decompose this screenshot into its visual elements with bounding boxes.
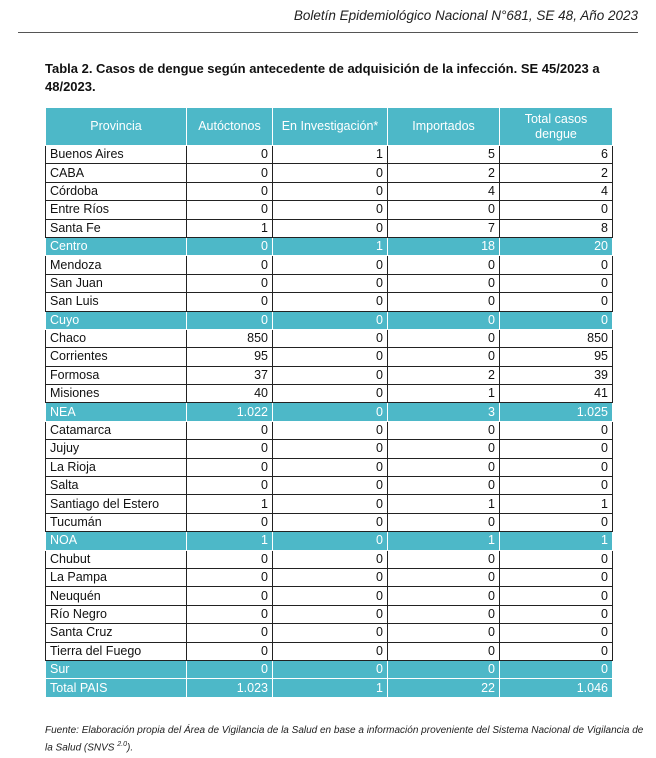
- table-row: [46, 274, 613, 292]
- cell-importados: 0: [388, 660, 500, 678]
- cell-total: 39: [500, 366, 613, 384]
- cell-autoctonos: 0: [187, 568, 273, 586]
- table-row: [46, 477, 613, 495]
- cell-total: 1.046: [500, 679, 613, 697]
- cell-autoctonos: 0: [187, 513, 273, 531]
- region-subtotal-row: [46, 311, 613, 329]
- cell-investigacion: 0: [273, 421, 388, 439]
- cell-total: 0: [500, 513, 613, 531]
- table-row: [46, 146, 613, 164]
- cell-provincia: San Luis: [46, 293, 187, 311]
- cell-provincia: Córdoba: [46, 182, 187, 200]
- cell-importados: 2: [388, 164, 500, 182]
- cell-total: 0: [500, 568, 613, 586]
- cell-importados: 0: [388, 624, 500, 642]
- cell-provincia: Cuyo: [46, 311, 187, 329]
- cell-autoctonos: 1: [187, 219, 273, 237]
- cell-autoctonos: 0: [187, 550, 273, 568]
- cell-importados: 3: [388, 403, 500, 421]
- cell-autoctonos: 0: [187, 421, 273, 439]
- cell-total: 0: [500, 293, 613, 311]
- cell-autoctonos: 0: [187, 164, 273, 182]
- table-row: [46, 219, 613, 237]
- table-row: [46, 550, 613, 568]
- cell-autoctonos: 0: [187, 660, 273, 678]
- cell-total: 8: [500, 219, 613, 237]
- cell-investigacion: 0: [273, 624, 388, 642]
- cell-investigacion: 0: [273, 587, 388, 605]
- cell-provincia: Chubut: [46, 550, 187, 568]
- cell-investigacion: 0: [273, 458, 388, 476]
- source-footnote: [45, 724, 645, 755]
- table-row: [46, 329, 613, 347]
- dengue-cases-table: [45, 107, 613, 698]
- footnote-superscript: 2.0: [117, 741, 127, 748]
- cell-autoctonos: 95: [187, 348, 273, 366]
- cell-investigacion: 0: [273, 201, 388, 219]
- cell-importados: 0: [388, 605, 500, 623]
- footnote-end: ).: [127, 742, 134, 754]
- cell-provincia: Chaco: [46, 329, 187, 347]
- cell-total: 1.025: [500, 403, 613, 421]
- cell-total: 0: [500, 477, 613, 495]
- cell-investigacion: 1: [273, 679, 388, 697]
- cell-importados: 0: [388, 568, 500, 586]
- cell-provincia: San Juan: [46, 274, 187, 292]
- cell-autoctonos: 1.022: [187, 403, 273, 421]
- table-row: [46, 201, 613, 219]
- bulletin-header: Boletín Epidemiológico Nacional N°681, SE 48, Año 2023: [293, 8, 638, 23]
- cell-provincia: La Rioja: [46, 458, 187, 476]
- cell-total: 0: [500, 274, 613, 292]
- cell-importados: 0: [388, 421, 500, 439]
- cell-autoctonos: 0: [187, 201, 273, 219]
- region-subtotal-row: [46, 679, 613, 697]
- table-row: [46, 605, 613, 623]
- cell-provincia: CABA: [46, 164, 187, 182]
- cell-provincia: La Pampa: [46, 568, 187, 586]
- cell-total: 0: [500, 660, 613, 678]
- cell-autoctonos: 0: [187, 587, 273, 605]
- cell-importados: 5: [388, 146, 500, 164]
- column-header-total: Total casos dengue: [500, 108, 613, 146]
- table-row: [46, 642, 613, 660]
- cell-total: 0: [500, 201, 613, 219]
- table-header-row: [46, 108, 613, 146]
- cell-total: 2: [500, 164, 613, 182]
- cell-importados: 1: [388, 532, 500, 550]
- table-row: [46, 458, 613, 476]
- cell-autoctonos: 0: [187, 293, 273, 311]
- cell-autoctonos: 1.023: [187, 679, 273, 697]
- cell-autoctonos: 0: [187, 440, 273, 458]
- cell-provincia: Mendoza: [46, 256, 187, 274]
- cell-investigacion: 0: [273, 293, 388, 311]
- cell-autoctonos: 1: [187, 532, 273, 550]
- cell-importados: 1: [388, 385, 500, 403]
- cell-total: 0: [500, 421, 613, 439]
- cell-provincia: Santiago del Estero: [46, 495, 187, 513]
- cell-provincia: Neuquén: [46, 587, 187, 605]
- cell-investigacion: 0: [273, 513, 388, 531]
- cell-importados: 2: [388, 366, 500, 384]
- cell-provincia: Sur: [46, 660, 187, 678]
- cell-importados: 0: [388, 587, 500, 605]
- cell-investigacion: 0: [273, 311, 388, 329]
- table-row: [46, 624, 613, 642]
- cell-investigacion: 0: [273, 348, 388, 366]
- cell-importados: 18: [388, 237, 500, 255]
- cell-total: 0: [500, 587, 613, 605]
- cell-investigacion: 0: [273, 568, 388, 586]
- cell-importados: 0: [388, 550, 500, 568]
- column-header-importados: Importados: [388, 108, 500, 146]
- table-title: Tabla 2. Casos de dengue según antecedente de adquisición de la infección. SE 45/2023 a 48/2023.: [45, 61, 600, 94]
- cell-total: 0: [500, 642, 613, 660]
- column-header-provincia: Provincia: [46, 108, 187, 146]
- cell-provincia: NOA: [46, 532, 187, 550]
- table-body: [46, 146, 613, 698]
- cell-total: 1: [500, 532, 613, 550]
- cell-total: 0: [500, 256, 613, 274]
- cell-importados: 0: [388, 642, 500, 660]
- table-row: [46, 495, 613, 513]
- cell-investigacion: 0: [273, 164, 388, 182]
- cell-importados: 0: [388, 293, 500, 311]
- cell-provincia: Formosa: [46, 366, 187, 384]
- region-subtotal-row: [46, 660, 613, 678]
- cell-investigacion: 0: [273, 660, 388, 678]
- cell-autoctonos: 850: [187, 329, 273, 347]
- cell-importados: 22: [388, 679, 500, 697]
- cell-importados: 0: [388, 274, 500, 292]
- region-subtotal-row: [46, 237, 613, 255]
- header-divider: [18, 32, 638, 33]
- column-header-investigacion: En Investigación*: [273, 108, 388, 146]
- cell-investigacion: 0: [273, 440, 388, 458]
- cell-autoctonos: 0: [187, 274, 273, 292]
- cell-importados: 0: [388, 458, 500, 476]
- cell-total: 20: [500, 237, 613, 255]
- table-row: [46, 293, 613, 311]
- table-row: [46, 513, 613, 531]
- cell-provincia: Río Negro: [46, 605, 187, 623]
- cell-provincia: Tucumán: [46, 513, 187, 531]
- cell-importados: 0: [388, 329, 500, 347]
- cell-total: 0: [500, 458, 613, 476]
- cell-provincia: Salta: [46, 477, 187, 495]
- cell-autoctonos: 0: [187, 182, 273, 200]
- cell-investigacion: 1: [273, 237, 388, 255]
- cell-investigacion: 0: [273, 403, 388, 421]
- table-row: [46, 440, 613, 458]
- cell-provincia: Santa Cruz: [46, 624, 187, 642]
- cell-autoctonos: 0: [187, 311, 273, 329]
- cell-investigacion: 0: [273, 256, 388, 274]
- cell-importados: 0: [388, 256, 500, 274]
- table-row: [46, 366, 613, 384]
- cell-total: 850: [500, 329, 613, 347]
- cell-investigacion: 1: [273, 146, 388, 164]
- cell-total: 0: [500, 605, 613, 623]
- cell-importados: 0: [388, 513, 500, 531]
- cell-autoctonos: 0: [187, 605, 273, 623]
- table-row: [46, 568, 613, 586]
- table-row: [46, 421, 613, 439]
- cell-investigacion: 0: [273, 605, 388, 623]
- cell-importados: 1: [388, 495, 500, 513]
- cell-total: 41: [500, 385, 613, 403]
- table-row: [46, 164, 613, 182]
- cell-total: 4: [500, 182, 613, 200]
- column-header-autoctonos: Autóctonos: [187, 108, 273, 146]
- cell-investigacion: 0: [273, 495, 388, 513]
- cell-investigacion: 0: [273, 642, 388, 660]
- cell-autoctonos: 0: [187, 237, 273, 255]
- cell-provincia: Santa Fe: [46, 219, 187, 237]
- cell-importados: 0: [388, 201, 500, 219]
- cell-importados: 0: [388, 348, 500, 366]
- cell-provincia: Total PAIS: [46, 679, 187, 697]
- cell-investigacion: 0: [273, 385, 388, 403]
- cell-total: 0: [500, 624, 613, 642]
- cell-investigacion: 0: [273, 366, 388, 384]
- cell-investigacion: 0: [273, 329, 388, 347]
- region-subtotal-row: [46, 403, 613, 421]
- cell-investigacion: 0: [273, 219, 388, 237]
- cell-autoctonos: 0: [187, 642, 273, 660]
- region-subtotal-row: [46, 532, 613, 550]
- cell-provincia: Buenos Aires: [46, 146, 187, 164]
- cell-provincia: Tierra del Fuego: [46, 642, 187, 660]
- cell-autoctonos: 0: [187, 256, 273, 274]
- cell-provincia: Entre Ríos: [46, 201, 187, 219]
- cell-total: 0: [500, 440, 613, 458]
- cell-importados: 0: [388, 477, 500, 495]
- table-row: [46, 256, 613, 274]
- cell-autoctonos: 0: [187, 624, 273, 642]
- cell-total: 95: [500, 348, 613, 366]
- cell-investigacion: 0: [273, 550, 388, 568]
- cell-autoctonos: 0: [187, 146, 273, 164]
- cell-total: 6: [500, 146, 613, 164]
- cell-total: 0: [500, 311, 613, 329]
- table-row: [46, 348, 613, 366]
- table-row: [46, 385, 613, 403]
- cell-total: 0: [500, 550, 613, 568]
- table-row: [46, 587, 613, 605]
- cell-total: 1: [500, 495, 613, 513]
- cell-investigacion: 0: [273, 274, 388, 292]
- cell-provincia: Catamarca: [46, 421, 187, 439]
- cell-investigacion: 0: [273, 182, 388, 200]
- cell-investigacion: 0: [273, 477, 388, 495]
- cell-provincia: NEA: [46, 403, 187, 421]
- cell-autoctonos: 1: [187, 495, 273, 513]
- cell-importados: 4: [388, 182, 500, 200]
- cell-autoctonos: 40: [187, 385, 273, 403]
- cell-autoctonos: 37: [187, 366, 273, 384]
- cell-autoctonos: 0: [187, 477, 273, 495]
- cell-provincia: Centro: [46, 237, 187, 255]
- footnote-text: Fuente: Elaboración propia del Área de Vigilancia de la Salud en base a información proveniente del Sistema Nacional de Vigilancia de la Salud (SNVS: [45, 725, 644, 754]
- cell-provincia: Misiones: [46, 385, 187, 403]
- cell-investigacion: 0: [273, 532, 388, 550]
- cell-importados: 7: [388, 219, 500, 237]
- cell-importados: 0: [388, 440, 500, 458]
- cell-provincia: Jujuy: [46, 440, 187, 458]
- cell-provincia: Corrientes: [46, 348, 187, 366]
- cell-autoctonos: 0: [187, 458, 273, 476]
- table-row: [46, 182, 613, 200]
- cell-importados: 0: [388, 311, 500, 329]
